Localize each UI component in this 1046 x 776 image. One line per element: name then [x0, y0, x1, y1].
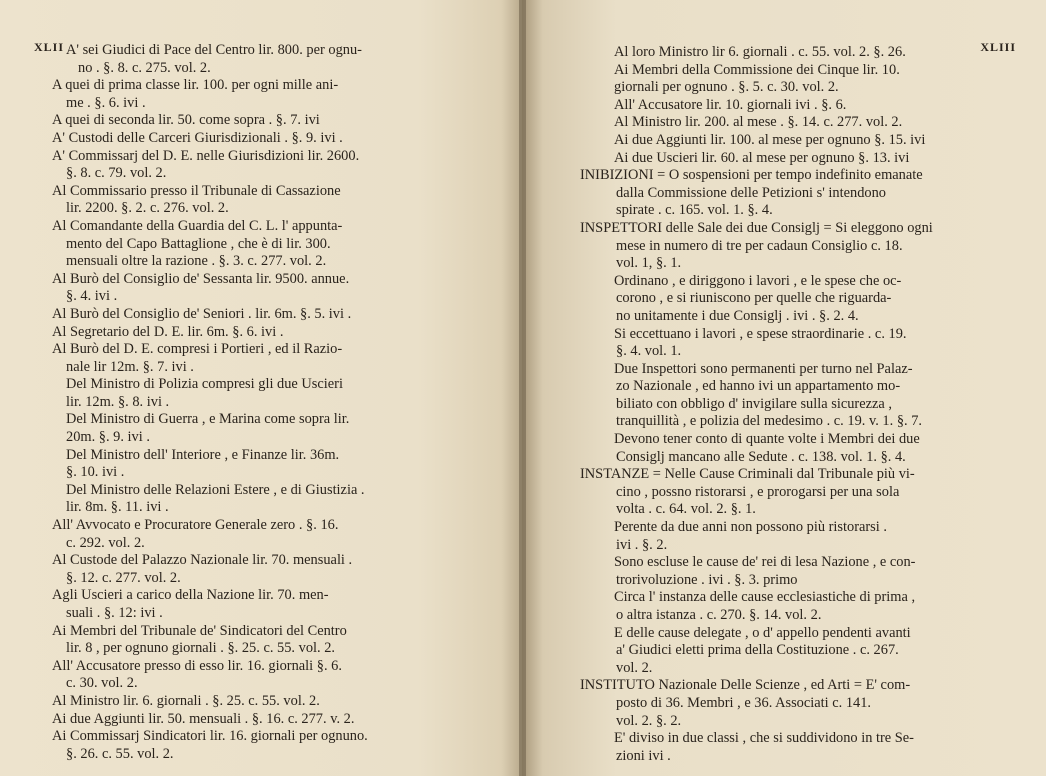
- text-line: Al Burò del Consiglio de' Sessanta lir. 9500. annue.: [52, 270, 350, 287]
- text-line: trorivoluzione . ivi . §. 3. primo: [616, 571, 798, 588]
- text-line: cino , possno ristorarsi , e prorogarsi per una sola: [616, 483, 900, 500]
- text-line: Al Ministro lir. 200. al mese . §. 14. c. 277. vol. 2.: [614, 114, 903, 131]
- text-line: Ai due Aggiunti lir. 100. al mese per ognuno §. 15. ivi: [614, 131, 926, 148]
- text-line: §. 8. c. 79. vol. 2.: [66, 165, 167, 182]
- text-line: giornali per ognuno . §. 5. c. 30. vol. 2.: [614, 79, 839, 96]
- text-line: Due Inspettori sono permanenti per turno nel Palaz-: [614, 360, 913, 377]
- text-line: Si eccettuano i lavori , e spese straordinarie . c. 19.: [614, 325, 907, 342]
- text-line: me . §. 6. ivi .: [66, 94, 146, 111]
- text-line: §. 4. vol. 1.: [616, 343, 682, 360]
- text-line: All' Accusatore lir. 10. giornali ivi . §. 6.: [614, 96, 847, 113]
- text-line: c. 292. vol. 2.: [66, 534, 145, 551]
- left-page: [0, 0, 522, 776]
- text-line: Perente da due anni non possono più ristorarsi .: [614, 519, 887, 536]
- text-line: Ai Membri della Commissione dei Cinque lir. 10.: [614, 61, 900, 78]
- text-line: All' Avvocato e Procuratore Generale zero . §. 16.: [52, 517, 339, 534]
- text-line: Circa l' instanza delle cause ecclesiastiche di prima ,: [614, 589, 916, 606]
- text-line: E delle cause delegate , o d' appello pendenti avanti: [614, 624, 911, 641]
- text-line: corono , e si riuniscono per quelle che riguarda-: [616, 290, 892, 307]
- text-line: no . §. 8. c. 275. vol. 2.: [78, 59, 211, 76]
- text-line: Ai due Aggiunti lir. 50. mensuali . §. 16. c. 277. v. 2.: [52, 710, 355, 727]
- page-number: XLII: [34, 40, 65, 54]
- text-line: 20m. §. 9. ivi .: [66, 429, 150, 446]
- text-line: Al Commissario presso il Tribunale di Cassazione: [52, 182, 341, 199]
- text-line: Al loro Ministro lir 6. giornali . c. 55. vol. 2. §. 26.: [614, 44, 906, 60]
- text-line: Al Comandante della Guardia del C. L. l' appunta-: [52, 217, 343, 234]
- text-line: INSPETTORI delle Sale dei due Consiglj = Si eleggono ogni: [580, 219, 933, 236]
- text-line: mento del Capo Battaglione , che è di lir. 300.: [66, 235, 331, 252]
- text-line: Ordinano , e diriggono i lavori , e le spese che oc-: [614, 272, 902, 289]
- text-line: posto di 36. Membri , e 36. Associati c. 141.: [616, 694, 872, 711]
- text-line: §. 12. c. 277. vol. 2.: [66, 569, 181, 586]
- text-line: Agli Uscieri a carico della Nazione lir. 70. men-: [52, 587, 329, 604]
- page-number: XLIII: [980, 40, 1016, 54]
- text-line: mese in numero di tre per cadaun Consiglio c. 18.: [616, 237, 903, 254]
- text-line: INSTITUTO Nazionale Delle Scienze , ed Arti = E' com-: [580, 677, 911, 694]
- text-line: All' Accusatore presso di esso lir. 16. giornali §. 6.: [52, 657, 342, 674]
- text-line: volta . c. 64. vol. 2. §. 1.: [616, 501, 756, 518]
- text-body: [52, 42, 482, 763]
- text-line: INIBIZIONI = O sospensioni per tempo indefinito emanate: [580, 167, 923, 184]
- text-line: zo Nazionale , ed hanno ivi un appartamento mo-: [616, 378, 901, 395]
- text-line: Ai due Uscieri lir. 60. al mese per ognuno §. 13. ivi: [614, 149, 910, 166]
- text-line: Del Ministro di Guerra , e Marina come sopra lir.: [66, 411, 350, 428]
- text-line: lir. 12m. §. 8. ivi .: [66, 393, 170, 410]
- text-line: Sono escluse le cause de' rei di lesa Nazione , e con-: [614, 554, 916, 571]
- text-line: A' Custodi delle Carceri Giurisdizionali . §. 9. ivi .: [52, 129, 343, 146]
- text-line: §. 4. ivi .: [66, 288, 118, 305]
- text-body: [580, 44, 1018, 765]
- text-line: vol. 2. §. 2.: [616, 712, 682, 729]
- right-page: [522, 0, 1046, 776]
- text-line: no unitamente i due Consiglj . ivi . §. 2. 4.: [616, 307, 859, 324]
- text-line: o altra istanza . c. 270. §. 14. vol. 2.: [616, 607, 822, 623]
- text-line: Del Ministro di Polizia compresi gli due Uscieri: [66, 376, 343, 393]
- text-line: spirate . c. 165. vol. 1. §. 4.: [616, 202, 773, 219]
- text-line: ivi . §. 2.: [616, 536, 668, 553]
- text-line: lir. 2200. §. 2. c. 276. vol. 2.: [66, 200, 229, 217]
- text-line: E' diviso in due classi , che si suddividono in tre Se-: [614, 730, 914, 747]
- text-line: Consiglj mancano alle Sedute . c. 138. vol. 1. §. 4.: [616, 448, 906, 465]
- text-line: lir. 8 , per ognuno giornali . §. 25. c. 55. vol. 2.: [66, 640, 335, 657]
- text-line: zioni ivi .: [616, 747, 671, 764]
- text-line: A' sei Giudici di Pace del Centro lir. 800. per ognu-: [66, 42, 362, 58]
- text-line: lir. 8m. §. 11. ivi .: [66, 499, 169, 516]
- text-line: a' Giudici eletti prima della Costituzione . c. 267.: [616, 642, 899, 659]
- text-line: §. 26. c. 55. vol. 2.: [66, 745, 174, 762]
- text-line: Ai Commissarj Sindicatori lir. 16. giornali per ognuno.: [52, 728, 368, 745]
- text-line: c. 30. vol. 2.: [66, 675, 138, 692]
- text-line: Al Burò del D. E. compresi i Portieri , ed il Razio-: [52, 341, 343, 358]
- text-line: dalla Commissione delle Petizioni s' intendono: [616, 184, 886, 201]
- text-line: mensuali oltre la razione . §. 3. c. 277. vol. 2.: [66, 253, 327, 270]
- text-line: suali . §. 12: ivi .: [66, 605, 163, 621]
- text-line: tranquillità , e polizia del medesimo . c. 19. v. 1. §. 7.: [616, 413, 922, 430]
- text-line: Al Custode del Palazzo Nazionale lir. 70. mensuali .: [52, 552, 353, 569]
- text-line: nale lir 12m. §. 7. ivi .: [66, 358, 194, 375]
- text-line: A quei di seconda lir. 50. come sopra . §. 7. ivi: [52, 112, 320, 129]
- text-line: A quei di prima classe lir. 100. per ogni mille ani-: [52, 77, 339, 94]
- text-line: vol. 1, §. 1.: [616, 255, 682, 272]
- text-line: Ai Membri del Tribunale de' Sindicatori del Centro: [52, 622, 347, 639]
- text-line: Al Burò del Consiglio de' Seniori . lir. 6m. §. 5. ivi .: [52, 305, 352, 322]
- text-line: Al Segretario del D. E. lir. 6m. §. 6. ivi .: [52, 323, 284, 340]
- book-gutter: [519, 0, 526, 776]
- text-line: Del Ministro delle Relazioni Estere , e di Giustizia .: [66, 481, 365, 498]
- text-line: Al Ministro lir. 6. giornali . §. 25. c. 55. vol. 2.: [52, 692, 320, 709]
- text-line: INSTANZE = Nelle Cause Criminali dal Tribunale più vi-: [580, 466, 915, 483]
- text-line: §. 10. ivi .: [66, 464, 125, 481]
- text-line: A' Commissarj del D. E. nelle Giurisdizioni lir. 2600.: [52, 147, 360, 164]
- text-line: vol. 2.: [616, 659, 653, 676]
- text-line: Devono tener conto di quante volte i Membri dei due: [614, 431, 920, 448]
- text-line: biliato con obbligo d' invigilare sulla sicurezza ,: [616, 395, 892, 412]
- text-line: Del Ministro dell' Interiore , e Finanze lir. 36m.: [66, 446, 340, 463]
